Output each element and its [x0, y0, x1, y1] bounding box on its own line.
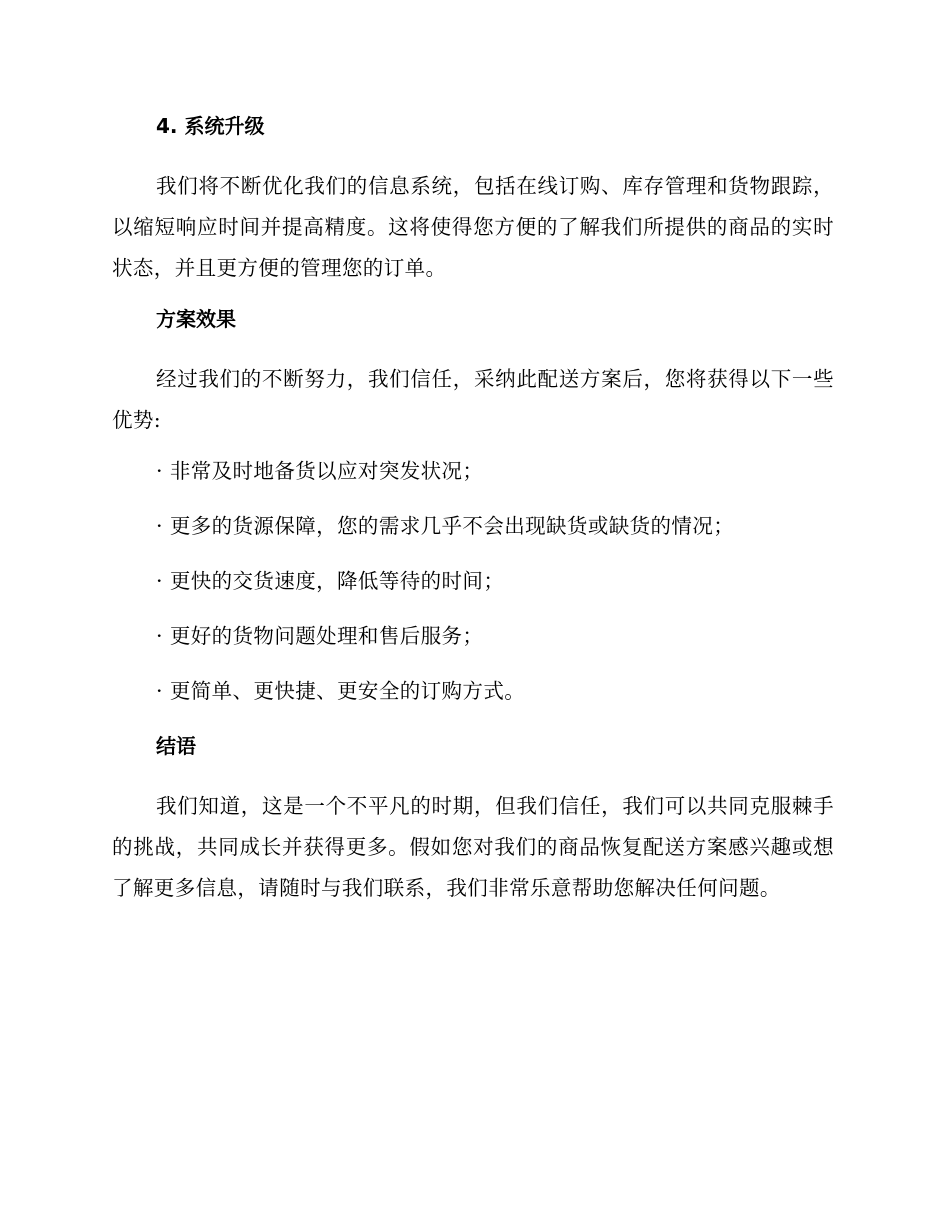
- bullet-item: · 更好的货物问题处理和售后服务；: [156, 624, 484, 648]
- bullet-item: · 非常及时地备货以应对突发状况；: [156, 459, 484, 483]
- paragraph-conclusion: 我们知道，这是一个不平凡的时期，但我们信任，我们可以共同克服棘手的挑战，共同成长并获得更多。假如您对我们的商品恢复配送方案感兴趣或想了解更多信息，请随时与我们联系，我们非常乐意帮助您解决任何问题。: [112, 794, 834, 900]
- bullet-item: · 更多的货源保障，您的需求几乎不会出现缺货或缺货的情况；: [156, 514, 735, 538]
- paragraph-plan-effect: 经过我们的不断努力，我们信任，采纳此配送方案后，您将获得以下一些优势:: [112, 367, 834, 432]
- bullet-item: · 更快的交货速度，降低等待的时间；: [156, 569, 505, 593]
- bullet-item: · 更简单、更快捷、更安全的订购方式。: [156, 679, 526, 703]
- section-heading-system-upgrade: 4. 系统升级: [156, 114, 265, 138]
- paragraph-system-upgrade: 我们将不断优化我们的信息系统，包括在线订购、库存管理和货物跟踪，以缩短响应时间并提高精度。这将使得您方便的了解我们所提供的商品的实时状态，并且更方便的管理您的订单。: [112, 174, 834, 280]
- section-heading-plan-effect: 方案效果: [156, 307, 236, 331]
- document-page: [112, 110, 834, 923]
- section-heading-conclusion: 结语: [156, 734, 196, 758]
